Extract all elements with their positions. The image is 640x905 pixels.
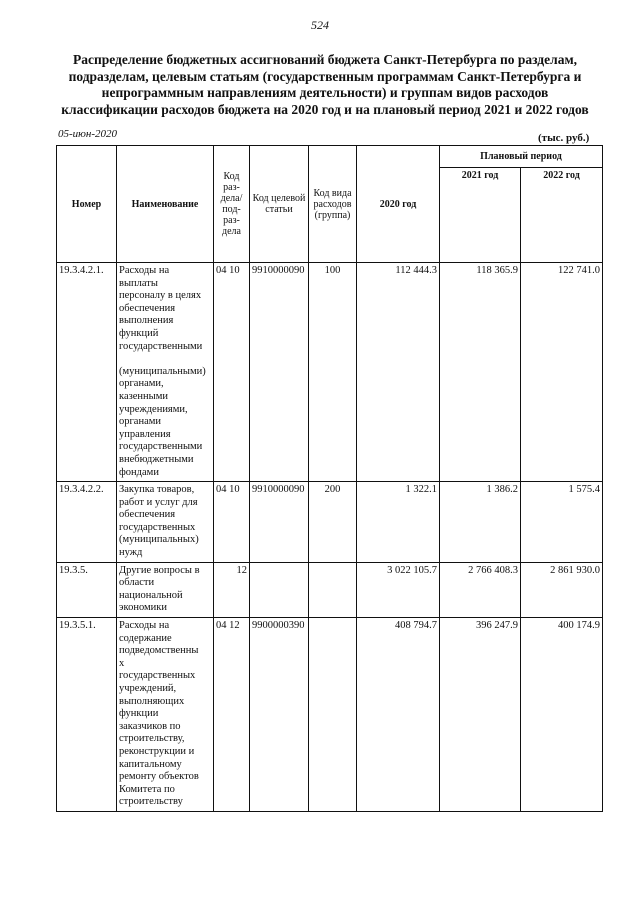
row-section-code: 04 10 (214, 263, 250, 482)
row-section-code: 04 10 (214, 482, 250, 563)
row-expense-type (309, 562, 357, 617)
budget-table (56, 145, 603, 812)
header-2022: 2022 год (521, 168, 603, 263)
row-2021: 118 365.9 (440, 263, 521, 482)
row-2022: 1 575.4 (521, 482, 603, 563)
header-section-code: Код раз-дела/под-раз-дела (214, 146, 250, 263)
row-name: Расходы на выплаты персоналу в целях обеспечения выполнения функций государственными (муниципальными) органами, казенными учреждениями, органами управления государственными внебюджетными фондами (117, 263, 214, 482)
row-2020: 112 444.3 (357, 263, 440, 482)
units-label: (тыс. руб.) (538, 132, 590, 144)
row-2020: 408 794.7 (357, 618, 440, 812)
header-name: Наименование (117, 146, 214, 263)
document-date: 05-июн-2020 (58, 128, 118, 140)
table-row (57, 263, 603, 482)
header-2020: 2020 год (357, 146, 440, 263)
row-expense-type: 100 (309, 263, 357, 482)
header-2021: 2021 год (440, 168, 521, 263)
row-name: Расходы на содержание подведомственны х государственных учреждений, выполняющих функции заказчиков по строительству, реконструкции и капитальному ремонту объектов Комитета по строительству (117, 618, 214, 812)
row-2020: 1 322.1 (357, 482, 440, 563)
table-row (57, 482, 603, 563)
row-2022: 122 741.0 (521, 263, 603, 482)
header-number: Номер (57, 146, 117, 263)
table-row (57, 618, 603, 812)
header-target-code: Код целевой статьи (250, 146, 309, 263)
row-section-code: 04 12 (214, 618, 250, 812)
page-number: 524 (311, 18, 329, 32)
row-expense-type (309, 618, 357, 812)
row-2021: 1 386.2 (440, 482, 521, 563)
row-target-code (250, 562, 309, 617)
row-2022: 2 861 930.0 (521, 562, 603, 617)
row-target-code: 9900000390 (250, 618, 309, 812)
row-name: Закупка товаров, работ и услуг для обеспечения государственных (муниципальных) нужд (117, 482, 214, 563)
row-2022: 400 174.9 (521, 618, 603, 812)
row-2021: 2 766 408.3 (440, 562, 521, 617)
row-number: 19.3.4.2.1. (57, 263, 117, 482)
row-expense-type: 200 (309, 482, 357, 563)
row-target-code: 9910000090 (250, 482, 309, 563)
header-expense-type-code: Код вида расходов (группа) (309, 146, 357, 263)
row-target-code: 9910000090 (250, 263, 309, 482)
row-number: 19.3.5. (57, 562, 117, 617)
row-2021: 396 247.9 (440, 618, 521, 812)
document-title: Распределение бюджетных ассигнований бюджета Санкт-Петербурга по разделам, подразделам, целевым статьям (государственным программам Санкт-Петербурга и непрограммным направлениям деятельности) и группам видов расходов классификации расходов бюджета на 2020 год и на плановый период 2021 и 2022 годов (61, 52, 589, 117)
row-2020: 3 022 105.7 (357, 562, 440, 617)
table-row (57, 562, 603, 617)
row-number: 19.3.4.2.2. (57, 482, 117, 563)
row-number: 19.3.5.1. (57, 618, 117, 812)
row-section-code: 12 (214, 562, 250, 617)
row-name: Другие вопросы в области национальной экономики (117, 562, 214, 617)
header-planned-period: Плановый период (440, 146, 603, 168)
